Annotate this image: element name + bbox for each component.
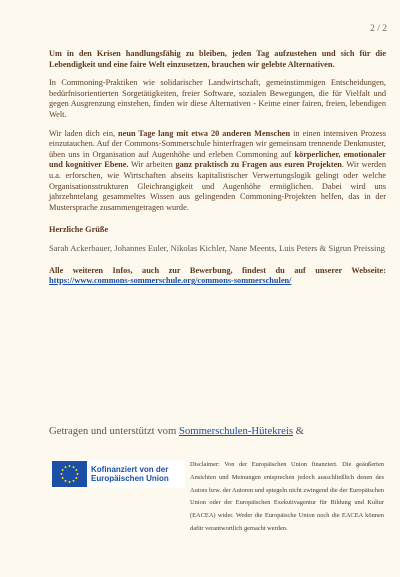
eu-logo-line-1: Kofinanziert von der	[91, 464, 169, 474]
eu-logo-line-2: Europäischen Union	[91, 474, 169, 483]
invite-bold-2: körperlicher, emotionaler und kognitiver Ebene.	[49, 149, 386, 170]
eu-flag-icon	[52, 461, 87, 487]
invite-text-2: in einen intensiven Prozess einzutauchen. Auf der Commons-Sommerschule hinterfragen wir gemeinsam trennende Denkmuster, üben uns in Organisation auf Augenhöhe und erleben Commoning auf	[49, 128, 386, 159]
letter-body	[49, 49, 386, 295]
eu-logo-text	[91, 465, 169, 484]
greeting: Herzliche Grüße	[49, 225, 109, 235]
invite-text-1: Wir laden dich ein,	[49, 128, 119, 138]
invite-bold-3: ganz praktisch zu Fragen aus euren Projekten	[175, 160, 342, 170]
info-text: Alle weiteren Infos, auch zur Bewerbung, findest du auf unserer Webseite:	[49, 265, 386, 275]
website-link[interactable]: https://www.commons-sommerschule.org/commons-sommerschulen/	[49, 276, 292, 286]
info-paragraph	[49, 266, 386, 287]
page-number: 2 / 2	[370, 24, 387, 34]
intro-paragraph: Um in den Krisen handlungsfähig zu bleiben, jeden Tag aufzustehen und sich für die Lebendigkeit und eine faire Welt einzusetzen, brauchen wir gelebte Alternativen.	[49, 49, 386, 69]
signers: Sarah Ackerbauer, Johannes Euler, Nikolas Kichler, Nane Meents, Luis Peters & Sigrun Preissing	[49, 242, 385, 253]
eu-cofunding-logo	[52, 460, 185, 488]
commoning-paragraph: In Commoning-Praktiken wie solidarischer Landwirtschaft, gemeinstimmigen Entscheidungen, bedürfnisorientierten Sorgetätigkeiten, freier Software, sozialen Bewegungen, die für Vielfalt und gegen Ausgrenzung einstehen, finden wir diese Alternativen - Keime einer fairen, freien, lebendigen Welt.	[49, 78, 386, 119]
eu-disclaimer: Disclaimer: Von der Europäischen Union finanziert. Die geäußerten Ansichten und Meinungen entsprechen jedoch ausschließlich denen des Autors bzw. der Autoren und spiegeln nicht zwingend die der Europäischen Union oder der Europäischen Exekutivagentur für Bildung und Kultur (EACEA) wider. Weder die Europäische Union noch die EACEA können dafür verantwortlich gemacht werden.	[190, 461, 384, 532]
invite-text-4: . Wir werden u.a. erforschen, wie Wirtschaften abseits kapitalistischer Verwertungslogik gelingt oder welche Organisationsstrukturen Gleichrangigkeit und Augenhöhe ermöglichen. Dabei wird uns jahrzehntelang gesammeltes Wissen aus gelingenden Commoning-Projekten helfen, das in der Mustersprache zusammengetragen wurde.	[49, 160, 386, 212]
invite-bold-1: neun Tage lang mit etwa 20 anderen Menschen	[118, 128, 291, 138]
carried-by-line	[49, 425, 304, 437]
carried-prefix: Getragen und unterstützt vom	[49, 425, 179, 437]
invite-text-3: Wir arbeiten	[128, 160, 176, 170]
carried-suffix: &	[292, 425, 304, 437]
invite-paragraph	[49, 129, 386, 214]
huetekreis-link[interactable]: Sommerschulen-Hütekreis	[179, 425, 293, 437]
